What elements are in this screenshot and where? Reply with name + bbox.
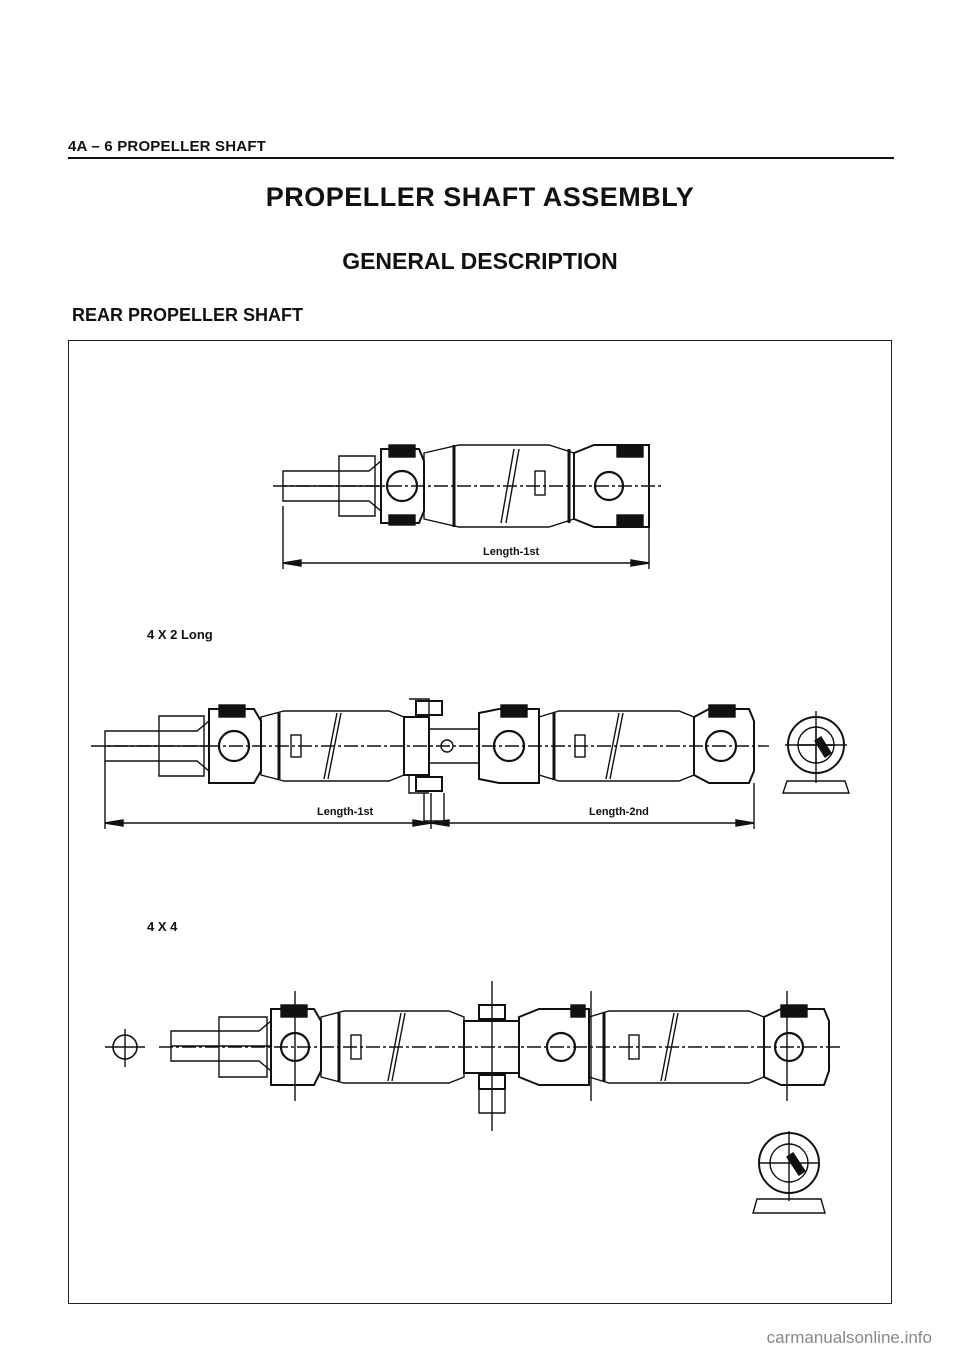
section-heading: REAR PROPELLER SHAFT [72,305,304,325]
dimension-label-length-1st: Length-1st [317,806,374,818]
header-rule [68,157,894,159]
shaft-drawings [69,341,893,1305]
watermark: carmanualsonline.info [766,1328,932,1347]
caption-4x4: 4 X 4 [147,919,178,934]
dimension-label-length-2nd: Length-2nd [589,806,649,818]
shaft-diagram-1 [273,445,663,569]
page-subtitle: GENERAL DESCRIPTION [342,248,618,274]
propeller-shaft-figure [68,340,892,1304]
section-label: 4A – 6 PROPELLER SHAFT [68,138,267,155]
shaft-diagram-3 [105,981,843,1213]
shaft-diagram-2 [91,699,849,829]
dimension-label-length-1st: Length-1st [483,546,540,558]
caption-4x2-long: 4 X 2 Long [147,627,213,642]
page-title: PROPELLER SHAFT ASSEMBLY [265,182,695,212]
